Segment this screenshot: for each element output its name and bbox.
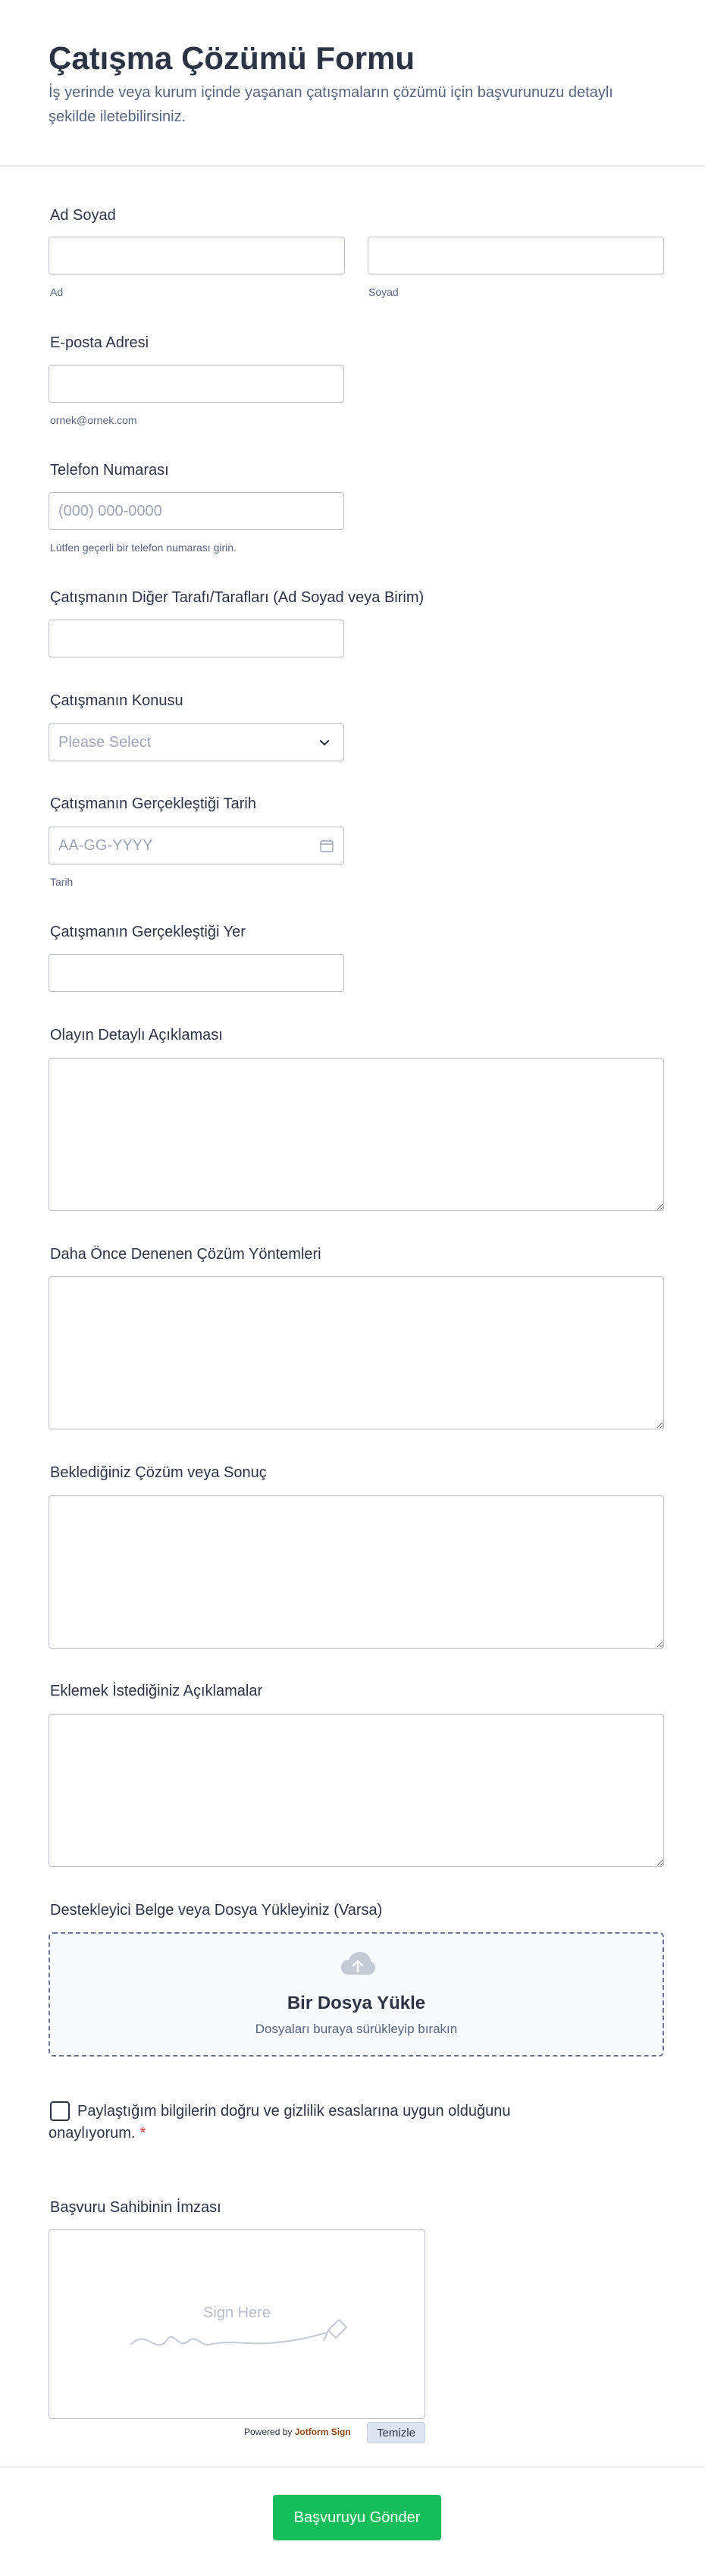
date-placeholder: AA-GG-YYYY (58, 837, 153, 854)
page-title: Çatışma Çözümü Formu (49, 40, 415, 76)
email-sublabel: ornek@ornek.com (50, 414, 137, 426)
upload-subtitle: Dosyaları buraya sürükleyip bırakın (255, 2022, 458, 2036)
phone-sublabel: Lütfen geçerli bir telefon numarası girin. (50, 541, 237, 554)
topic-label: Çatışmanın Konusu (50, 692, 183, 709)
details-label: Olayın Detaylı Açıklaması (50, 1027, 223, 1043)
name-label: Ad Soyad (50, 207, 116, 224)
extra-label: Eklemek İstediğiniz Açıklamalar (50, 1683, 263, 1699)
signature-pad[interactable] (49, 2229, 425, 2419)
required-mark: * (139, 2125, 146, 2141)
date-sublabel: Tarih (50, 876, 74, 888)
form-description: İş yerinde veya kurum içinde yaşanan çatışmaların çözümü için başvurunuzu detaylı şekilde iletebilirsiniz. (49, 84, 613, 125)
other-party-input[interactable] (49, 620, 344, 657)
expected-textarea[interactable] (49, 1495, 664, 1649)
place-input[interactable] (49, 954, 344, 992)
place-label: Çatışmanın Gerçekleştiği Yer (50, 924, 246, 940)
topic-select-value: Please Select (58, 734, 152, 751)
clear-signature-button[interactable]: Temizle (367, 2422, 425, 2443)
topic-select[interactable] (49, 723, 344, 761)
cloud-upload-icon (340, 1950, 376, 1978)
date-input[interactable] (49, 827, 344, 864)
details-textarea[interactable] (49, 1058, 664, 1211)
email-label: E-posta Adresi (50, 334, 149, 351)
tried-label: Daha Önce Denenen Çözüm Yöntemleri (50, 1246, 321, 1263)
upload-title: Bir Dosya Yükle (287, 1993, 426, 2013)
first-name-input[interactable] (49, 237, 345, 275)
chevron-down-icon (318, 736, 331, 749)
tried-textarea[interactable] (49, 1276, 664, 1429)
date-label: Çatışmanın Gerçekleştiği Tarih (50, 795, 256, 812)
signature-placeholder: Sign Here (203, 2305, 271, 2321)
consent-label (49, 2101, 579, 2145)
email-field[interactable] (49, 365, 344, 403)
first-name-sublabel: Ad (50, 286, 64, 298)
extra-textarea[interactable] (49, 1714, 664, 1867)
powered-prefix: Powered by (244, 2427, 293, 2437)
signature-label: Başvuru Sahibinin İmzası (50, 2199, 221, 2216)
powered-brand: Jotform Sign (294, 2427, 351, 2437)
phone-label: Telefon Numarası (50, 462, 169, 478)
powered-by (244, 2427, 351, 2437)
other-party-label: Çatışmanın Diğer Tarafı/Tarafları (Ad Soyad veya Birim) (50, 589, 425, 606)
last-name-input[interactable] (368, 237, 664, 275)
footer-divider (0, 2466, 705, 2468)
calendar-icon[interactable] (319, 838, 334, 853)
expected-label: Beklediğiniz Çözüm veya Sonuç (50, 1464, 267, 1481)
last-name-sublabel: Soyad (368, 286, 399, 298)
phone-input[interactable] (49, 492, 344, 530)
upload-label: Destekleyici Belge veya Dosya Yükleyiniz (Varsa) (50, 1902, 383, 1919)
form-header (0, 0, 705, 167)
submit-button[interactable]: Başvuruyu Gönder (273, 2495, 441, 2540)
consent-text: Paylaştığım bilgilerin doğru ve gizlilik esaslarına uygun olduğunu onaylıyorum. (49, 2103, 511, 2141)
file-upload-dropzone[interactable] (49, 1932, 664, 2057)
